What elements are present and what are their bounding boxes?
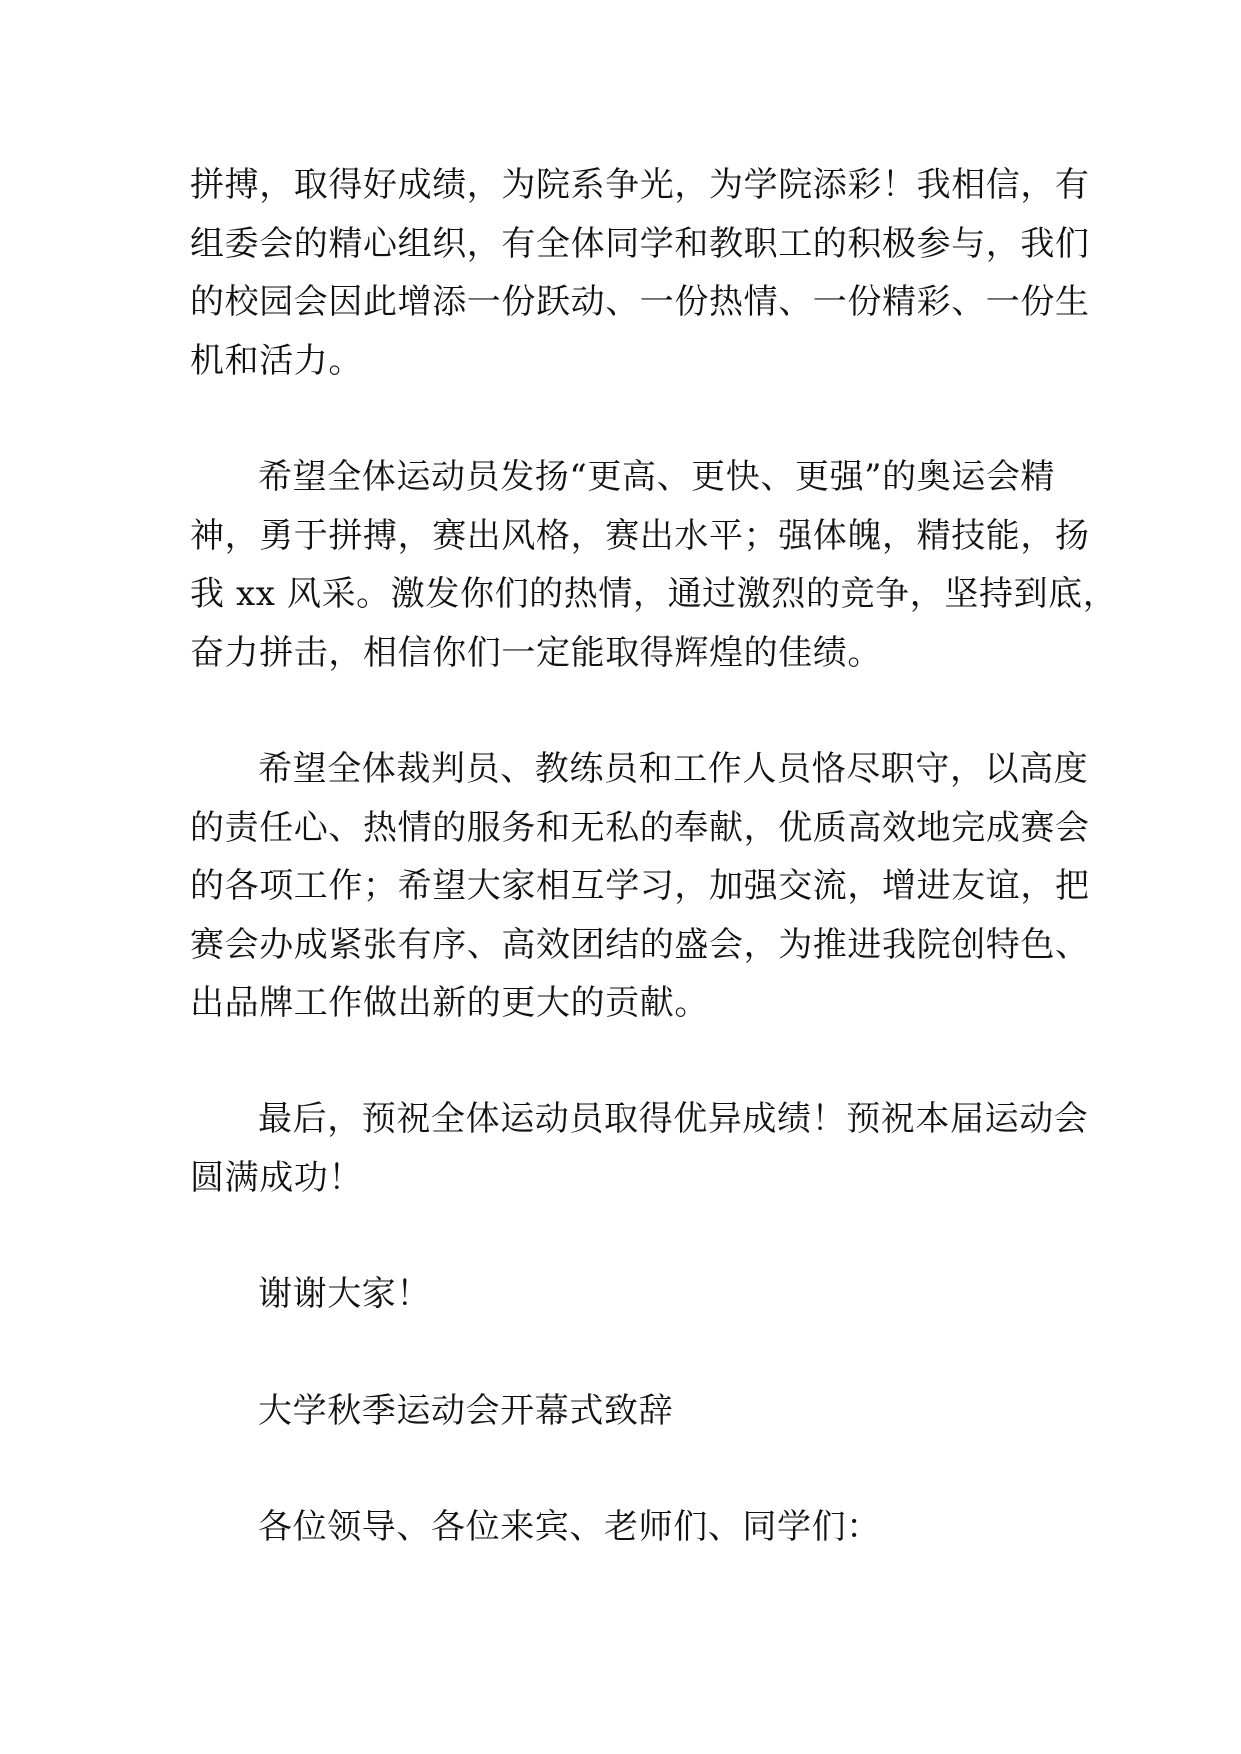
text-line: 拼搏，取得好成绩，为院系争光，为学院添彩！我相信，有: [190, 165, 1090, 205]
salutation: [190, 1498, 881, 1557]
text-line: 大学秋季运动会开幕式致辞: [258, 1391, 674, 1431]
text-line: 最后，预祝全体运动员取得优异成绩！预祝本届运动会: [258, 1099, 1089, 1139]
text-line: 神，勇于拼搏，赛出风格，赛出水平；强体魄，精技能，扬: [190, 515, 1090, 556]
text-line: 圆满成功！: [190, 1157, 363, 1198]
text-line: 希望全体裁判员、教练员和工作人员恪尽职守，以高度: [258, 749, 1089, 789]
paragraph-thanks: [190, 1265, 431, 1324]
text-line: 我 xx 风采。激发你们的热情，通过激烈的竞争，坚持到底，: [190, 574, 1118, 614]
text-line: 各位领导、各位来宾、老师们、同学们：: [258, 1507, 881, 1547]
text-line: 奋力拼击，相信你们一定能取得辉煌的佳绩。: [190, 632, 882, 673]
text-line: 组委会的精心组织，有全体同学和教职工的积极参与，我们: [190, 223, 1090, 264]
paragraph-staff: [190, 740, 1090, 1033]
paragraph-closing-wish: [190, 1090, 1088, 1207]
text-line: 谢谢大家！: [258, 1274, 431, 1314]
text-line: 希望全体运动员发扬“更高、更快、更强”的奥运会精: [258, 457, 1056, 497]
text-line: 出品牌工作做出新的更大的贡献。: [190, 983, 709, 1023]
text-line: 的责任心、热情的服务和无私的奉献，优质高效地完成赛会: [190, 807, 1090, 848]
section-title: [190, 1382, 673, 1441]
text-line: 赛会办成紧张有序、高效团结的盛会，为推进我院创特色、: [190, 924, 1090, 965]
paragraph-continuation: [190, 156, 1090, 390]
text-line: 机和活力。: [190, 340, 363, 381]
text-line: 的各项工作；希望大家相互学习，加强交流，增进友谊，把: [190, 866, 1090, 906]
paragraph-athletes: [190, 448, 1117, 682]
text-line: 的校园会因此增添一份跃动、一份热情、一份精彩、一份生: [190, 282, 1090, 322]
